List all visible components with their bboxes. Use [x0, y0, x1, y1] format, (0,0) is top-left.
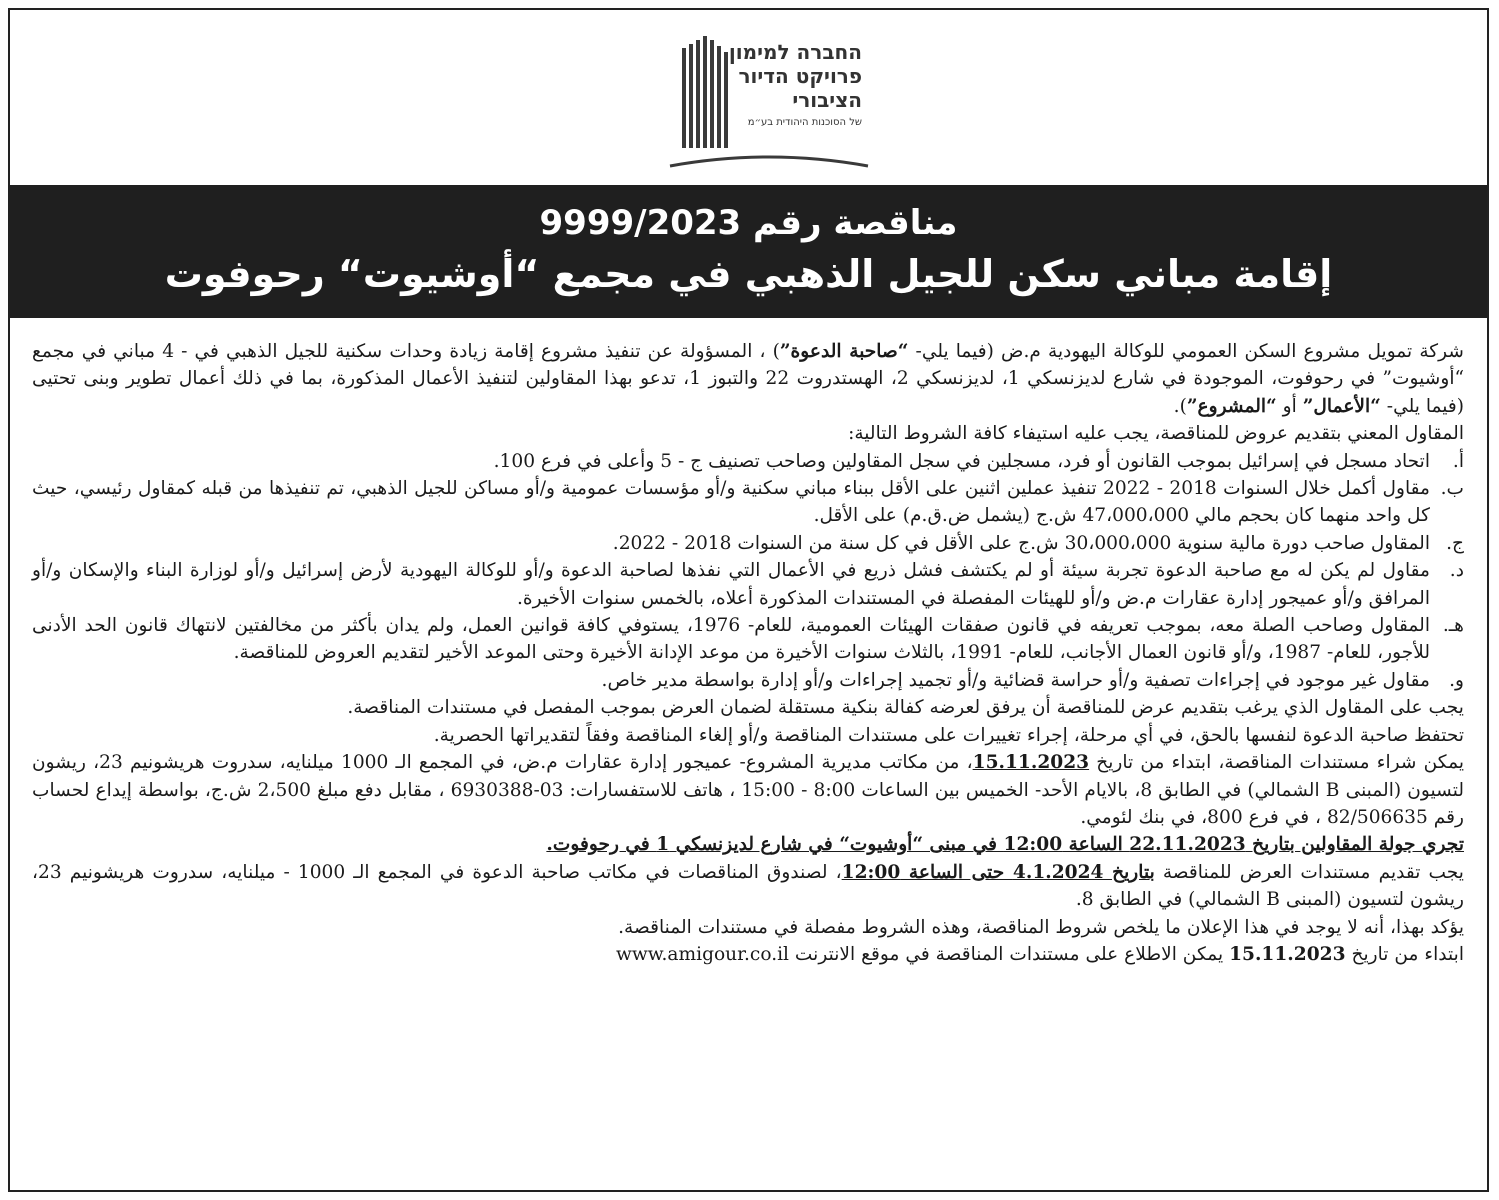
reserve-rights-paragraph: تحتفظ صاحبة الدعوة لنفسها بالحق، في أي مرحلة، إجراء تغييرات على مستندات المناقصة و/أو إلغاء المناقصة وفقاً لتقديراتها الحصرية. — [433, 724, 1464, 746]
submission-text-1: يجب تقديم مستندات العرض للمناقصة — [1154, 861, 1464, 883]
intro-defined-term-project: “المشروع” — [1186, 395, 1277, 417]
online-date: 15.11.2023 — [1229, 943, 1346, 965]
condition-marker: ج. — [1446, 532, 1464, 554]
condition-item — [32, 475, 1464, 530]
purchase-text-1: يمكن شراء مستندات المناقصة، ابتداء من تاريخ — [1089, 752, 1464, 774]
purchase-date: 15.11.2023 — [972, 752, 1090, 774]
logo-line-1: החברה למימון — [728, 40, 862, 64]
condition-item — [32, 557, 1464, 612]
condition-marker: هـ. — [1442, 615, 1464, 637]
intro-text-1: شركة تمويل مشروع السكن العمومي للوكالة اليهودية م.ض (فيما يلي- — [908, 341, 1464, 362]
submission-text-2: ، لصندوق المناقصات في مكاتب صاحبة الدعوة في المجمع الـ 1000 - ميلنايه، سدروت هريشونيم 23، ريشون لتسيون (المبنى B الشمالي) في الطابق 8. — [32, 861, 1464, 911]
condition-item — [32, 667, 1464, 694]
purchase-text-2: ، من مكاتب مديرية المشروع- عميجور إدارة عقارات م.ض، في المجمع الـ 1000 ميلنايه، سدروت هريشونيم 23، ريشون لتسيون (المبنى B الشمالي) في الطابق 8، بالايام الأحد- الخميس بين الساعات 8:00 - 15:00 ، هاتف للاستفسارات: 03-6930388 ، مقابل دفع مبلغ 2،500 ش.ج، بواسطة إيداع لحساب رقم 82/506635 ، في فرع 800، في بنك لئومي. — [32, 752, 1464, 828]
guarantee-paragraph: يجب على المقاول الذي يرغب بتقديم عرض للمناقصة أن يرفق لعرضه كفالة بنكية مستقلة لضمان العرض بموجب المفصل في مستندات المناقصة. — [347, 697, 1464, 719]
condition-text: مقاول لم يكن له مع صاحبة الدعوة تجربة سيئة أو لم يكتشف فشل ذريع في الأعمال التي نفذها لصاحبة الدعوة و/أو للوكالة اليهودية لأرض إسرائيل و/أو لوزارة البناء والإسكان و/أو المرافق و/أو عميجور إدارة عقارات م.ض و/أو للهيئات المفصلة في المستندات المذكورة أعلاه، بالخمس سنوات الأخيرة. — [32, 560, 1430, 609]
submission-deadline: بتاريخ 4.1.2024 حتى الساعة 12:00 — [841, 861, 1155, 883]
intro-defined-term-inviter: “صاحبة الدعوة” — [779, 341, 909, 362]
tender-subject-title: إقامة مباني سكن للجيل الذهبي في مجمع “أوشيوت“ رحوفوت — [164, 252, 1333, 296]
condition-item — [32, 530, 1464, 557]
logo-base-curve — [668, 150, 870, 168]
contractors-tour-paragraph — [32, 831, 1464, 858]
condition-marker: أ. — [1452, 450, 1464, 472]
logo-line-3: הציבורי — [792, 88, 862, 112]
intro-text-2: ) ، المسؤولة عن تنفيذ مشروع إقامة زيادة وحدات سكنية للجيل الذهبي في - 4 مباني في مجمع “أوشيوت” في رحوفوت، الموجودة في شارع لديزنسكي 1، لديزنسكي 2، الهستدروت 22 والتبوز 1، تدعو بهذا المقاولين لتنفيذ الأعمال المذكورة، بما في ذلك أعمال تطوير وبنى تحتيى (فيما يلي- — [32, 341, 1464, 417]
condition-text: مقاول غير موجود في إجراءات تصفية و/أو حراسة قضائية و/أو تجميد إجراءات و/أو إدارة بواسطة مدير خاص. — [601, 669, 1430, 691]
intro-text-4: ). — [1173, 395, 1187, 417]
logo-line-2: פרויקט הדיור — [738, 64, 862, 88]
online-text-1: ابتداء من تاريخ — [1345, 943, 1464, 965]
tender-number-title: مناقصة رقم 9999/2023 — [539, 203, 958, 243]
condition-item — [32, 448, 1464, 475]
tender-notice — [8, 8, 1489, 1192]
purchase-paragraph — [32, 749, 1464, 831]
condition-text: مقاول أكمل خلال السنوات 2018 - 2022 تنفيذ عملين اثنين على الأقل ببناء مباني سكنية و/أو مؤسسات عمومية و/أو مساكن للجيل الذهبي، تم تنفيذها من قبله كمقاول رئيسي، حيث كل واحد منهما كان بحجم مالي 47،000،000 ش.ج (يشمل ض.ق.م) على الأقل. — [32, 478, 1430, 527]
conditions-intro: المقاول المعني بتقديم عروض للمناقصة، يجب عليه استيفاء كافة الشروط التالية: — [848, 423, 1464, 445]
logo-wordmark — [728, 40, 862, 130]
emphasis-paragraph: يؤكد بهذا، أنه لا يوجد في هذا الإعلان ما يلخص شروط المناقصة، وهذه الشروط مفصلة في مستندات المناقصة. — [618, 916, 1464, 938]
condition-text: اتحاد مسجل في إسرائيل بموجب القانون أو فرد، مسجلين في سجل المقاولين وصاحب تصنيف ج - 5 وأعلى في فرع 100. — [493, 450, 1430, 472]
condition-text: المقاول وصاحب الصلة معه، بموجب تعريفه في قانون صفقات الهيئات العمومية، للعام- 1976، يستوفي كافة قوانين العمل، ولم يدان بأكثر من مخالفتين لانتهاك قانون الحد الأدنى للأجور، للعام- 1987، و/أو قانون العمال الأجانب، للعام- 1991، بالثلاث سنوات الأخيرة من موعد الإدانة الأخيرة وحتى الموعد الأخير لتقديم العروض للمناقصة. — [32, 615, 1430, 664]
condition-item — [32, 612, 1464, 667]
header-logo-area — [10, 10, 1487, 185]
condition-marker: و. — [1449, 669, 1464, 691]
online-text-2: يمكن الاطلاع على مستندات المناقصة في موقع الانترنت www.amigour.co.il — [615, 943, 1230, 965]
title-banner — [10, 185, 1487, 318]
condition-text: المقاول صاحب دورة مالية سنوية 30،000،000 ش.ج على الأقل في كل سنة من السنوات 2018 - 2022. — [612, 532, 1430, 554]
intro-text-3: أو — [1276, 395, 1303, 417]
notice-body — [32, 338, 1464, 968]
condition-marker: ب. — [1440, 478, 1464, 500]
online-paragraph — [32, 941, 1464, 968]
condition-marker: د. — [1449, 560, 1464, 582]
intro-defined-term-works: “الأعمال” — [1302, 395, 1381, 417]
intro-paragraph — [32, 338, 1464, 420]
logo-tagline: של הסוכנות היהודית בע״מ — [747, 117, 862, 128]
contractors-tour-text: تجري جولة المقاولين بتاريخ 22.11.2023 الساعة 12:00 في مبنى “أوشيوت“ في شارع لديزنسكي 1 في رحوفوت. — [546, 834, 1464, 856]
logo-bars-graphic — [682, 36, 732, 148]
submission-paragraph — [32, 859, 1464, 914]
